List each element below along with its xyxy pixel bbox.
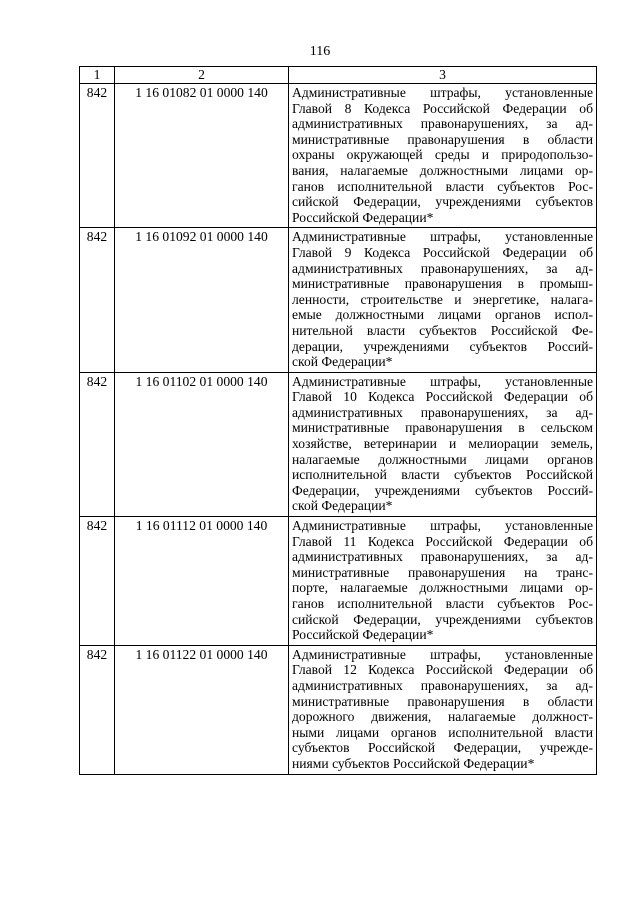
description-line: Административные штрафы, установленные xyxy=(292,373,593,389)
budget-classification-code-cell: 1 16 01082 01 0000 140 xyxy=(115,84,289,228)
description-line: порте, налагаемые должностными лицами ор- xyxy=(292,580,593,596)
description-line: ганов исполнительной власти субъектов Рос- xyxy=(292,596,593,611)
description-line: дорожного движения, налагаемые должност- xyxy=(292,709,593,725)
description-line: ленности, строительстве и энергетике, налага- xyxy=(292,291,593,307)
description-line: дерации, учреждениями субъектов Россий- xyxy=(292,338,593,354)
description-line: Административные штрафы, установленные xyxy=(292,646,593,662)
description-line: исполнительной власти субъектов Российской xyxy=(292,467,593,483)
description-line: хозяйстве, ветеринарии и мелиорации земель, xyxy=(292,436,593,452)
description-line: ской Федерации* xyxy=(292,354,393,370)
admin-code-cell: 842 xyxy=(80,645,115,774)
description-line: охраны окружающей среды и природопользо- xyxy=(292,147,593,163)
admin-code-cell: 842 xyxy=(80,517,115,646)
description-line: Административные штрафы, установленные xyxy=(292,518,593,534)
admin-code-cell: 842 xyxy=(80,372,115,516)
description-line: емые должностными лицами органов испол- xyxy=(292,307,593,323)
description-line: административных правонарушениях, за ад- xyxy=(292,404,593,420)
revenue-description-cell xyxy=(289,84,597,228)
header-col-2: 2 xyxy=(115,67,289,84)
description-line: Административные штрафы, установленные xyxy=(292,229,593,245)
header-col-1: 1 xyxy=(80,67,115,84)
description-line: сийской Федерации, учреждениями субъектов xyxy=(292,611,593,627)
description-line: Главой 10 Кодекса Российской Федерации об xyxy=(292,389,593,405)
budget-classification-code-cell: 1 16 01122 01 0000 140 xyxy=(115,645,289,774)
description-line: Главой 8 Кодекса Российской Федерации об xyxy=(292,100,593,116)
description-line: Главой 11 Кодекса Российской Федерации об xyxy=(292,533,593,549)
budget-classification-code-cell: 1 16 01092 01 0000 140 xyxy=(115,228,289,372)
description-line: налагаемые должностными лицами органов xyxy=(292,451,593,467)
description-line: Российской Федерации* xyxy=(292,627,434,643)
description-line: ганов исполнительной власти субъектов Рос- xyxy=(292,178,593,194)
description-line: нительной власти субъектов Российской Фе- xyxy=(292,322,593,338)
description-line: субъектов Российской Федерации, учрежде- xyxy=(292,740,593,756)
budget-classification-code-cell: 1 16 01112 01 0000 140 xyxy=(115,517,289,646)
budget-classification-code-cell: 1 16 01102 01 0000 140 xyxy=(115,372,289,516)
table-body xyxy=(80,67,597,775)
description-line: Федерации, учреждениями субъектов Россий- xyxy=(292,482,593,498)
admin-code-cell: 842 xyxy=(80,228,115,372)
revenue-description-cell xyxy=(289,645,597,774)
header-col-3: 3 xyxy=(289,67,597,84)
table-row xyxy=(80,517,597,646)
description-line: Главой 9 Кодекса Российской Федерации об xyxy=(292,244,593,260)
table-row xyxy=(80,228,597,372)
description-line: административных правонарушениях, за ад- xyxy=(292,116,593,132)
revenue-description-cell xyxy=(289,372,597,516)
table-header-row xyxy=(80,67,597,84)
page-number: 116 xyxy=(309,44,331,59)
admin-code-cell: 842 xyxy=(80,84,115,228)
table-row xyxy=(80,84,597,228)
description-line: Административные штрафы, установленные xyxy=(292,85,593,100)
table-row xyxy=(80,372,597,516)
description-line: министративные правонарушения в сельском xyxy=(292,420,593,436)
description-line: сийской Федерации, учреждениями субъектов xyxy=(292,194,593,210)
budget-codes-table xyxy=(79,66,597,775)
description-line: ными лицами органов исполнительной власти xyxy=(292,724,593,740)
description-line: вания, налагаемые должностными лицами ор- xyxy=(292,162,593,178)
description-line: ской Федерации* xyxy=(292,498,393,514)
revenue-description-cell xyxy=(289,228,597,372)
description-line: министративные правонарушения в области xyxy=(292,131,593,147)
description-line: министративные правонарушения на транс- xyxy=(292,564,593,580)
table-row xyxy=(80,645,597,774)
description-line: Главой 12 Кодекса Российской Федерации об xyxy=(292,662,593,678)
revenue-description-cell xyxy=(289,517,597,646)
description-line: административных правонарушениях, за ад- xyxy=(292,260,593,276)
description-line: ниями субъектов Российской Федерации* xyxy=(292,755,535,771)
description-line: административных правонарушениях, за ад- xyxy=(292,549,593,565)
description-line: Российской Федерации* xyxy=(292,209,434,225)
description-line: министративные правонарушения в области xyxy=(292,693,593,709)
description-line: министративные правонарушения в промыш- xyxy=(292,276,593,292)
description-line: административных правонарушениях, за ад- xyxy=(292,677,593,693)
